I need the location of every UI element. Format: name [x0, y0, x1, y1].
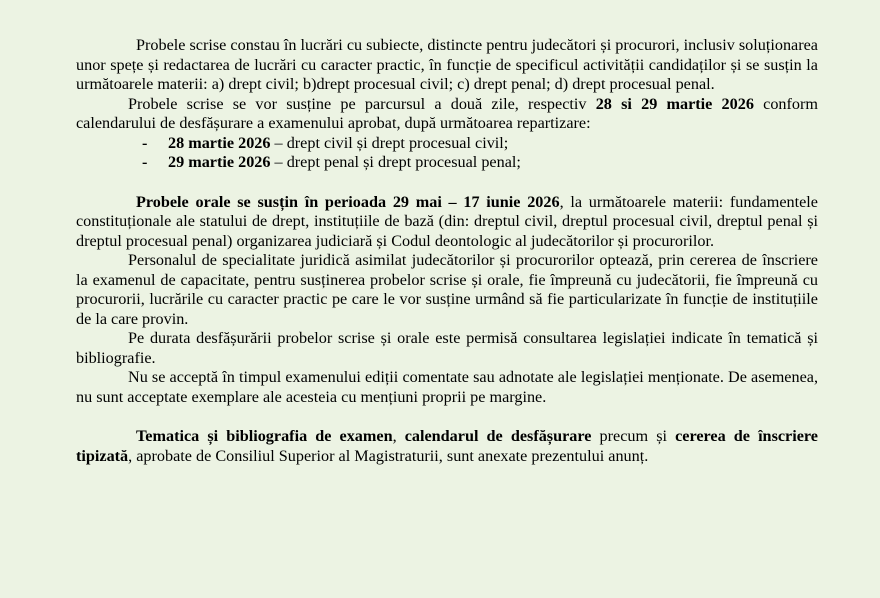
oral-exams-subjects: , la următoarele materii: fundamentele constituționale ale statului de drept, instituțiile de bază (din: dreptul civil, dreptul procesual civil, dreptul penal și dreptul procesual penal) organizarea judiciară și Codul deontologic al judecătorilor și procurorilor.: [76, 192, 818, 250]
schedule-subjects: – drept penal și drept procesual penal;: [270, 153, 521, 171]
schedule-subjects: – drept civil și drept procesual civil;: [270, 133, 509, 152]
oral-exams-paragraph: [76, 193, 818, 252]
schedule-list: [76, 134, 818, 173]
spacer: [76, 407, 818, 427]
annex-closing-text: , aprobate de Consiliul Superior al Magistraturii, sunt anexate prezentului anunț.: [128, 446, 649, 465]
annex-bibliography: Tematica și bibliografia de examen: [136, 427, 393, 445]
assimilated-staff-paragraph: Personalul de specialitate juridică asimilat judecătorilor și procurorilor optează, prin cererea de înscriere la examenul de capacitate, pentru susținerea probelor scrise și orale, fie împreună cu judecătorii, fie împreună cu procurorii, lucrările cu caracter practic pe care le vor susține urmând să fie particularizate în funcție de instituțiile de la care provin.: [76, 251, 818, 328]
written-exams-dates-paragraph: [76, 95, 818, 134]
dates-outro-text: conform calendarului de desfășurare a examenului aprobat, după următoarea repartizare:: [76, 94, 818, 132]
written-exam-dates: 28 si 29 martie 2026: [595, 94, 754, 113]
annotated-editions-paragraph: Nu se acceptă în timpul examenului ediții comentate sau adnotate ale legislației menționate. De asemenea, nu sunt acceptate exemplare ale acesteia cu mențiuni proprii pe margine.: [76, 368, 818, 406]
legislation-allowed-paragraph: Pe durata desfășurării probelor scrise și orale este permisă consultarea legislației indicate în tematică și bibliografie.: [76, 329, 818, 367]
dates-intro-text: Probele scrise se vor susține pe parcursul a două zile, respectiv: [128, 94, 596, 113]
schedule-item: [140, 153, 818, 173]
spacer: [76, 173, 818, 193]
annex-separator: ,: [392, 427, 405, 445]
annex-connector: precum și: [591, 427, 676, 445]
annexes-paragraph: [76, 427, 818, 466]
oral-exams-period: Probele orale se susțin în perioada 29 mai – 17 iunie 2026: [136, 192, 560, 211]
schedule-item: [140, 134, 818, 154]
written-exams-paragraph: Probele scrise constau în lucrări cu subiecte, distincte pentru judecători și procurori, inclusiv soluționarea unor spețe și redactarea de lucrări cu caracter practic, în funcție de specificul activității candidaților și se susțin la următoarele materii: a) drept civil; b)drept procesual civil; c) drept penal; d) drept procesual penal.: [76, 36, 818, 93]
annex-calendar: calendarul de desfășurare: [404, 427, 592, 445]
schedule-date: 28 martie 2026: [168, 133, 271, 152]
schedule-date: 29 martie 2026: [168, 153, 271, 171]
annex-application-form: cererea de înscriere tipizată: [76, 427, 818, 465]
